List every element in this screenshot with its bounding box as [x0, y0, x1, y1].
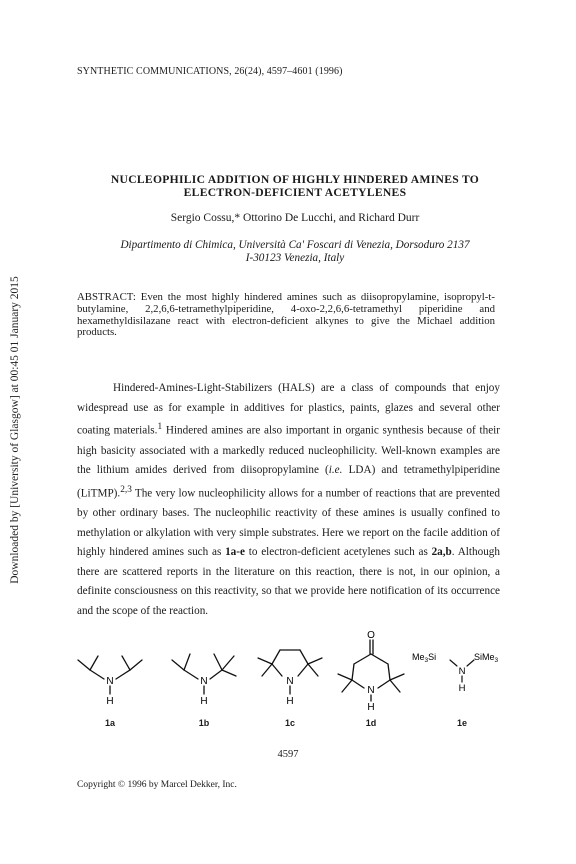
atom-n-1b: N [200, 676, 208, 687]
atom-o-1d: O [367, 630, 375, 641]
download-watermark-text: Downloaded by [University of Glasgow] at 00:45 01 January 2015 [9, 276, 22, 584]
label-1c: 1c [284, 718, 295, 728]
label-1d: 1d [365, 718, 377, 728]
body-segment-5: to electron-deficient acetylenes such as [244, 546, 432, 559]
atom-h-1b: H [200, 696, 208, 707]
page-number: 4597 [277, 749, 299, 760]
structure-1a [74, 630, 146, 710]
atom-n-1a: N [106, 676, 114, 687]
atom-n-1d: N [367, 685, 375, 696]
ie-abbreviation: i.e. [328, 464, 343, 477]
author-list: Sergio Cossu,* Ottorino De Lucchi, and Richard Durr [170, 212, 420, 224]
atom-h-1c: H [286, 696, 294, 707]
body-segment-1: Hindered-Amines-Light-Stabilizers (HALS) are a class of compounds that enjoy widespread use as for example in additives for plastics, paints, glazes and several other coating materials. [77, 382, 500, 437]
body-segment-2: Hindered amines are also important in organic synthesis because of their high basicity associated with a markedly reduced nucleophilicity. Well-known examples are the lithium amides derived from diisopropylamine ( [77, 424, 500, 477]
structure-1a-drawing [74, 630, 146, 710]
journal-header: SYNTHETIC COMMUNICATIONS, 26(24), 4597–4601 (1996) [77, 66, 343, 77]
structure-1b-drawing [168, 630, 240, 710]
structure-1e-drawing [410, 630, 510, 710]
download-watermark [8, 240, 22, 620]
atom-n-1c: N [286, 676, 294, 687]
body-segment-3: LDA) and tetramethylpiperidine (LiTMP). [77, 464, 501, 500]
atom-sime3-right: SiMe$_3$ [474, 652, 499, 664]
atom-h-1a: H [106, 696, 114, 707]
title-line-2: ELECTRON-DEFICIENT ACETYLENES [183, 186, 407, 199]
body-segment-6: . Although there are scattered reports in the literature on this reaction, there is not, in our opinion, a definite consciousness on this reactivity, so that we provide here notification of its occurrence and the scope of the reaction. [77, 546, 500, 617]
compounds-1a-e: 1a-e [225, 546, 245, 559]
structure-row [60, 630, 530, 730]
paper-title [60, 173, 530, 199]
structure-1e [410, 630, 510, 710]
abstract: ABSTRACT: Even the most highly hindered amines such as diisopropylamine, isopropyl-t-butylamine, 2,2,6,6-tetramethylpiperidine, 4-oxo-2,2,6,6-tetramethyl piperidine and hexamethyldisilazane react with electron-deficient alkynes to give the Michael addition products. [77, 291, 495, 339]
affiliation-line-1: Dipartimento di Chimica, Università Ca' Foscari di Venezia, Dorsoduro 2137 [120, 239, 470, 251]
atom-sime3-left: $Me_3Si$ [412, 652, 437, 664]
body-paragraph [77, 379, 500, 622]
structure-1d-drawing [332, 630, 408, 712]
label-1b: 1b [198, 718, 210, 728]
structure-1c-drawing [252, 630, 328, 710]
copyright-notice: Copyright © 1996 by Marcel Dekker, Inc. [77, 780, 237, 790]
label-1e: 1e [456, 718, 467, 728]
structure-1b [168, 630, 240, 710]
label-1a: 1a [104, 718, 115, 728]
structure-1d [332, 630, 408, 712]
citation-2-3: 2,3 [120, 484, 132, 495]
body-segment-4: The very low nucleophilicity allows for a number of reactions that are prevented by other ordinary bases. The nucleophilic reactivity of these amines is usually confined to methylation or alkylation with very simple substrates. Here we report on the facile addition of highly hindered amines such as [77, 487, 500, 559]
citation-1: 1 [157, 422, 163, 433]
title-line-1: NUCLEOPHILIC ADDITION OF HIGHLY HINDERED AMINES TO [110, 173, 480, 186]
atom-h-1d: H [367, 702, 375, 712]
atom-h-1e: H [458, 683, 466, 694]
structure-1c [252, 630, 328, 710]
affiliation-line-2: I-30123 Venezia, Italy [245, 252, 345, 264]
atom-n-1e: N [458, 666, 466, 677]
body-text [77, 379, 500, 622]
compounds-2ab: 2a,b [431, 546, 452, 559]
affiliation [60, 239, 530, 265]
